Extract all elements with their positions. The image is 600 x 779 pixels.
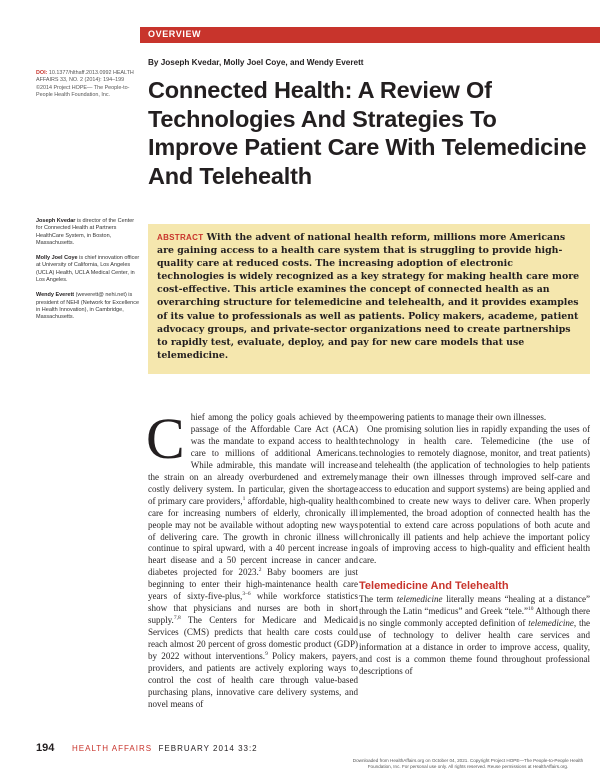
body-paragraph: Chief among the policy goals achieved by the passage of the Affordable Care Act (ACA) was the mandate to expand access to health care to millions of additional Americans. While admirable, this mandate will increase the strain on an already overburdened and extremely costly delivery system. In particular, given the shortage of primary care providers,$^1$ affordable, high-quality health care for increasing numbers of elderly, chronically ill people may not be available without adopting new ways of delivering care. The growth in chronic illness will continue to spiral upward, with a 40 percent increase in heart disease and a 50 percent increase in cancer and diabetes projected for 2023.$^2$ Baby boomers are just beginning to enter their high-maintenance health care years of sixty-five-plus,$^{3-6}$ while workforce statistics show that physicians and nurses are both in short supply.$^{7,8}$ The Centers for Medicare and Medicaid Services (CMS) predicts that health care costs could reach almost 20 percent of gross domestic product (GDP) by 2022 without interventions.$^9$ Policy makers, payers, providers, and patients are actively exploring ways to control the cost of health care through value-based purchasing plans, innovative care delivery systems, and novel means of: [146, 406, 359, 709]
doi-block: [36, 70, 136, 100]
body-column-right: [359, 412, 590, 678]
byline: By Joseph Kvedar, Molly Joel Coye, and Wendy Everett: [148, 58, 364, 67]
author-name: Joseph Kvedar: [36, 218, 76, 224]
doi-label: DOI:: [36, 70, 48, 76]
abstract-text: With the advent of national health reform, millions more Americans are gaining access to a health care system that is struggling to provide high-quality care at reduced costs. The increasing adoption of electronic technologies is widely recognized as a key strategy for making health care more cost-effective. This article examines the concept of connected health as an overarching structure for telemedicine and telehealth, and it provides examples of its value to professionals as well as patients. Policy makers, academe, patient advocacy groups, and private-sector organizations need to create partnerships to rapidly test, evaluate, deploy, and pay for new care models that use telemedicine.: [157, 232, 580, 361]
page-number: 194: [36, 742, 55, 754]
author-name: Molly Joel Coye: [36, 255, 78, 262]
drop-cap: C: [146, 406, 185, 471]
citation: 1: [242, 495, 246, 502]
body-paragraph: One promising solution lies in rapidly expanding the uses of technology in health care. Telemedicine (the use of technologies to remotely diagnose, monitor, and treat patients) and telehealth (the application of technologies to help patients manage their own illnesses through improved self-care and access to education and support systems) are being applied and combined to create new ways to deliver care. When properly implemented, the broad adoption of connected health has the potential to extend care across populations of both acute and chronically ill patients and help achieve the important policy goals of improving access to high-quality and efficient health care.: [359, 423, 590, 566]
page-footer: [36, 742, 596, 756]
citation: 9: [265, 651, 268, 658]
body-column-left: [146, 406, 359, 711]
citation: 10: [528, 606, 534, 613]
author-bio: Molly Joel Coye is chief innovation officer at University of California, Los Angeles (UCLA) Health, UCLA Medical Center, in Los Angeles.: [36, 255, 140, 284]
doi-text: 10.1377/hlthaff.2013.0992 HEALTH AFFAIRS 33, NO. 2 (2014): 194–199 ©2014 Project HOPE— The People-to-People Health Foundation, Inc.: [36, 70, 134, 99]
citation: 2: [258, 567, 262, 574]
author-bio: Joseph Kvedar is director of the Center for Connected Health at Partners HealthCare System, in Boston, Massachusetts.: [36, 218, 135, 246]
section-label: OVERVIEW: [148, 29, 202, 39]
body-paragraph: empowering patients to manage their own illnesses.: [359, 412, 547, 422]
section-banner: [140, 27, 600, 43]
section-heading: Telemedicine And Telehealth: [359, 580, 509, 593]
author-bios: [36, 218, 140, 330]
author-name: Wendy Everett: [36, 292, 75, 299]
citation: 3–6: [242, 591, 251, 598]
citation: 7,8: [173, 615, 181, 622]
author-bio: Wendy Everett (weverett@ nehi.net) is president of NEHI (Network for Excellence in Health Innovation), in Cambridge, Massachusetts.: [36, 292, 140, 321]
issue-date: FEBRUARY 2014 33:2: [158, 744, 258, 753]
article-title: Connected Health: A Review Of Technologies And Strategies To Improve Patient Care With Telemedicine And Telehealth: [148, 77, 587, 189]
journal-name: HEALTH AFFAIRS FEBRUARY 2014 33:2: [72, 744, 258, 753]
abstract-box: [148, 224, 590, 374]
download-notice: Downloaded from HealthAffairs.org on October 04, 2021. Copyright Project HOPE—The People-to-People Health Foundation, Inc. For personal use only. All rights reserved. Reuse permissions at HealthAffairs.org.: [352, 758, 584, 769]
body-paragraph: The term telemedicine literally means “healing at a distance” through the Latin “medicus” and Greek “tele.”$^{10}$ Although there is no single commonly accepted definition of telemedicine, the use of technology to deliver health care services and information at a distance in order to improve access, quality, and cost is a common theme found throughout professional descriptions of: [359, 594, 590, 677]
abstract-label: ABSTRACT: [157, 233, 204, 242]
